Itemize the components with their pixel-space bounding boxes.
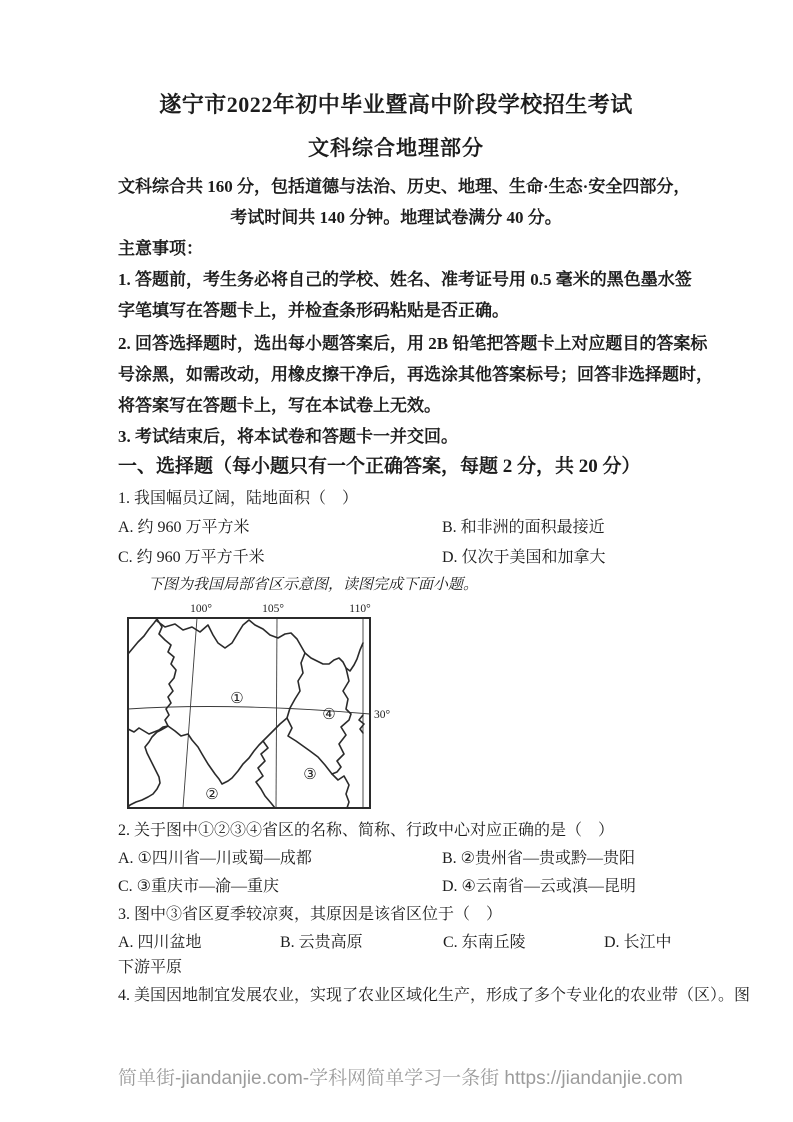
question-1-option-a: A. 约 960 万平方米: [118, 519, 250, 536]
question-2-option-a: A. ①四川省—川或蜀—成都: [118, 850, 312, 867]
question-3-option-d: D. 长江中: [604, 934, 672, 951]
province-map: [113, 596, 413, 821]
question-4-text: 4. 美国因地制宜发展农业，实现了农业区域化生产，形成了多个专业化的农业带（区）。图: [118, 987, 751, 1004]
lon-label-110: 110°: [349, 603, 371, 615]
question-2-option-b: B. ②贵州省—贵或黔—贵阳: [442, 850, 636, 867]
meridian-105: [276, 618, 277, 808]
border-northwest-corner: [128, 619, 157, 654]
question-2-option-c: C. ③重庆市—渝—重庆: [118, 878, 280, 895]
note-line: 3. 考试结束后，将本试卷和答题卡一并交回。: [118, 427, 458, 446]
note-line: 字笔填写在答题卡上，并检查条形码粘贴是否正确。: [118, 301, 509, 320]
province-map-figure: [113, 596, 413, 821]
question-1-option-d: D. 仅次于美国和加拿大: [442, 549, 606, 566]
border-yunnan-north: [168, 726, 263, 784]
map-caption: 下图为我国局部省区示意图，读图完成下面小题。: [148, 577, 479, 593]
border-west-sichuan: [128, 619, 176, 807]
question-3-option-a: A. 四川盆地: [118, 934, 202, 951]
region-marker-4: ④: [322, 707, 336, 723]
question-2-text: 2. 关于图中①②③④省区的名称、简称、行政中心对应正确的是（ ）: [118, 822, 615, 839]
question-3-option-c: C. 东南丘陵: [443, 934, 526, 951]
region-marker-1: ①: [230, 691, 244, 707]
note-line: 2. 回答选择题时，选出每小题答案后，用 2B 铅笔把答题卡上对应题目的答案标: [118, 334, 708, 353]
border-guizhou-west: [256, 718, 287, 808]
section-heading: 一、选择题（每小题只有一个正确答案，每题 2 分，共 20 分）: [118, 456, 641, 477]
question-3-option-d-wrap: 下游平原: [118, 959, 183, 976]
notes-heading: 主意事项：: [118, 239, 203, 258]
question-1-option-c: C. 约 960 万平方千米: [118, 549, 265, 566]
lat-label-30: 30°: [374, 709, 391, 721]
meridian-100: [183, 618, 197, 808]
note-line: 号涂黑，如需改动，用橡皮擦干净后，再选涂其他答案标号；回答非选择题时，: [118, 365, 713, 384]
exam-title: 遂宁市2022年初中毕业暨高中阶段学校招生考试: [159, 92, 633, 117]
region-marker-2: ②: [205, 787, 219, 803]
intro-line-1: 文科综合共 160 分，包括道德与法治、历史、地理、生命·生态·安全四部分，: [118, 177, 691, 196]
lon-label-105: 105°: [262, 603, 284, 615]
intro-line-2: 考试时间共 140 分钟。地理试卷满分 40 分。: [230, 208, 562, 227]
note-line: 将答案写在答题卡上，写在本试卷上无效。: [118, 396, 441, 415]
question-3-option-b: B. 云贵高原: [280, 934, 363, 951]
region-marker-3: ③: [303, 767, 317, 783]
question-1-option-b: B. 和非洲的面积最接近: [442, 519, 605, 536]
note-line: 1. 答题前，考生务必将自己的学校、姓名、准考证号用 0.5 毫米的黑色墨水签: [118, 270, 692, 289]
lon-label-100: 100°: [190, 603, 212, 615]
exam-subtitle: 文科综合地理部分: [308, 136, 484, 160]
watermark-footer: 简单街-jiandanjie.com-学科网简单学习一条街 https://jiandanjie.com: [118, 1068, 683, 1089]
border-north: [157, 620, 363, 671]
question-3-text: 3. 图中③省区夏季较凉爽，其原因是该省区位于（ ）: [118, 906, 503, 923]
question-2-option-d: D. ④云南省—云或滇—昆明: [442, 878, 636, 895]
question-1-text: 1. 我国幅员辽阔，陆地面积（ ）: [118, 490, 359, 507]
border-guizhou-east: [332, 774, 349, 808]
